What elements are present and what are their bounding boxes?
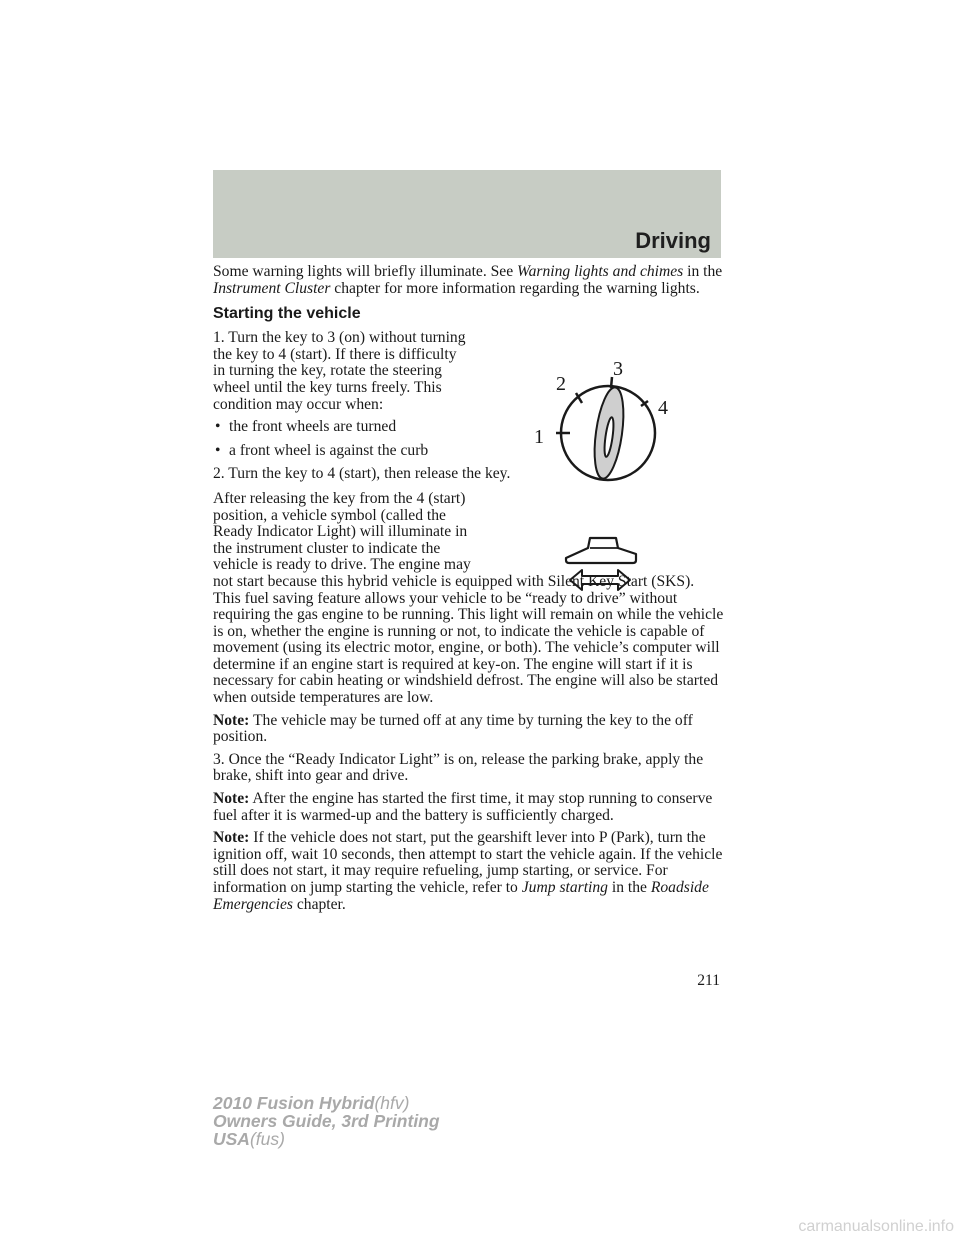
- double-arrow-icon: [570, 570, 630, 590]
- market-code: (fus): [249, 1129, 285, 1149]
- note-3: [213, 830, 725, 913]
- step-3: 3. Once the “Ready Indicator Light” is on, release the parking brake, apply the brake, shift into gear and drive.: [213, 750, 704, 785]
- note-text: After the engine has started the first time, it may stop running to conserve fuel after it is warmed-up and the battery is sufficiently charged.: [213, 790, 713, 824]
- step-2: 2. Turn the key to 4 (start), then release the key.: [213, 465, 511, 483]
- roadside-emergencies-reference: Roadside Emergencies: [213, 879, 709, 913]
- ignition-key-icon: [590, 386, 629, 481]
- bullet-icon: •: [215, 418, 221, 436]
- note-label: Note:: [213, 829, 250, 847]
- intro-text: in the: [683, 263, 723, 280]
- watermark: carmanualsonline.info: [798, 1218, 954, 1235]
- instrument-cluster-reference: Instrument Cluster: [213, 279, 331, 297]
- note-text: in the: [607, 879, 651, 896]
- footer-line: [213, 1094, 440, 1112]
- document-footer: [213, 1094, 440, 1148]
- page-number: 211: [697, 972, 720, 989]
- note-1: [213, 713, 725, 746]
- intro-paragraph: [213, 264, 725, 297]
- position-4-label: 4: [658, 397, 668, 419]
- position-1-label: 1: [534, 426, 544, 448]
- starting-heading: Starting the vehicle: [213, 305, 361, 323]
- ready-indicator-paragraph: [213, 491, 725, 707]
- note-2: [213, 791, 725, 824]
- step-1: 1. Turn the key to 3 (on) without turning the key to 4 (start). If there is difficulty in turning the key, rotate the steering wheel until the key turns freely. This condition may occur when:: [213, 329, 466, 413]
- position-2-label: 2: [556, 373, 566, 395]
- intro-text: chapter for more information regarding the warning lights.: [330, 279, 700, 297]
- ignition-key-diagram: [518, 355, 698, 490]
- section-header: [213, 170, 721, 258]
- intro-text: Some warning lights will briefly illuminate. See: [213, 263, 518, 280]
- bullet-icon: •: [215, 441, 221, 459]
- footer-line: Owners Guide, 3rd Printing: [213, 1111, 440, 1131]
- list-item-text: the front wheels are turned: [229, 418, 397, 436]
- jump-starting-reference: Jump starting: [521, 879, 608, 896]
- warning-lights-reference: Warning lights and chimes: [517, 263, 684, 280]
- note-label: Note:: [213, 711, 250, 729]
- footer-line: [213, 1130, 440, 1148]
- note-text: The vehicle may be turned off at any time by turning the key to the off position.: [213, 711, 693, 746]
- market-name: USA: [213, 1129, 250, 1149]
- section-title: Driving: [635, 228, 711, 253]
- position-3-tick: [611, 377, 612, 388]
- position-3-label: 3: [613, 358, 623, 380]
- model-code: (hfv): [374, 1093, 410, 1113]
- note-label: Note:: [213, 790, 250, 808]
- list-item-text: a front wheel is against the curb: [229, 441, 429, 459]
- car-icon: [566, 538, 636, 563]
- ready-indicator-text: After releasing the key from the 4 (start) position, a vehicle symbol (called the Ready Indicator Light) will illuminate in the instrument cluster to indicate the vehicle is ready to drive. The engine may not start because this hybrid vehicle is equipped with Silent Key Start (SKS). This fuel saving feature allows your vehicle to be “ready to drive” without requiring the gas engine to be running. This light will remain on while the vehicle is on, whether the engine is running or not, to indicate the vehicle is capable of movement (using its electric motor, engine, or both). The vehicle’s computer will determine if an engine start is required at key-on. The engine will start if it is necessary for cabin heating or windshield defrost. The engine will also be started when outside temperatures are low.: [213, 489, 724, 707]
- model-name: 2010 Fusion Hybrid: [213, 1093, 375, 1113]
- note-text: chapter.: [292, 895, 346, 913]
- ready-indicator-symbol: [560, 530, 642, 596]
- note-text: If the vehicle does not start, put the gearshift lever into P (Park), turn the ignition off, wait 10 seconds, then attempt to start the vehicle again. If the vehicle still does not start, it may require refueling, jump starting, or service. For information on jump starting the vehicle, refer to: [213, 829, 723, 896]
